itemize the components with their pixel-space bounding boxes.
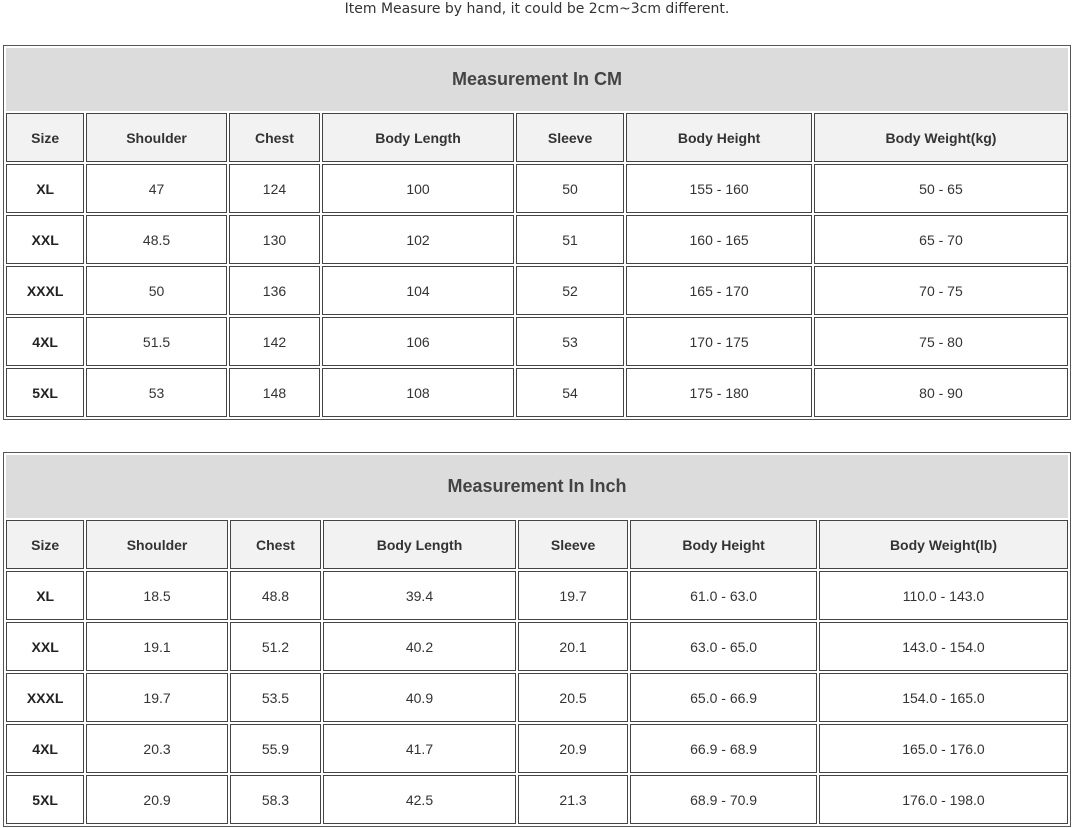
- sleeve-cell: 53: [516, 317, 624, 366]
- chest-cell: 58.3: [230, 775, 321, 824]
- size-cell: 4XL: [6, 724, 84, 773]
- size-cell: XXL: [6, 622, 84, 671]
- body-height-cell: 61.0 - 63.0: [630, 571, 817, 620]
- body-height-cell: 63.0 - 65.0: [630, 622, 817, 671]
- chest-cell: 51.2: [230, 622, 321, 671]
- table-row: [6, 317, 1068, 366]
- size-cell: XL: [6, 571, 84, 620]
- header-row: [6, 113, 1068, 162]
- shoulder-cell: 51.5: [86, 317, 227, 366]
- header-row: [6, 520, 1068, 569]
- body-weight-cell: 70 - 75: [814, 266, 1068, 315]
- header-body-length: Body Length: [323, 520, 516, 569]
- table-row: [6, 622, 1068, 671]
- shoulder-cell: 53: [86, 368, 227, 417]
- size-cell: XXXL: [6, 673, 84, 722]
- sleeve-cell: 20.5: [518, 673, 628, 722]
- table-row: [6, 724, 1068, 773]
- chest-cell: 142: [229, 317, 320, 366]
- body-height-cell: 160 - 165: [626, 215, 812, 264]
- header-sleeve: Sleeve: [518, 520, 628, 569]
- shoulder-cell: 20.9: [86, 775, 228, 824]
- body-weight-cell: 65 - 70: [814, 215, 1068, 264]
- body-weight-cell: 80 - 90: [814, 368, 1068, 417]
- table-row: [6, 215, 1068, 264]
- header-body-height: Body Height: [626, 113, 812, 162]
- header-size: Size: [6, 113, 84, 162]
- header-body-weight: Body Weight(lb): [819, 520, 1068, 569]
- body-weight-cell: 176.0 - 198.0: [819, 775, 1068, 824]
- table-row: [6, 673, 1068, 722]
- body-length-cell: 39.4: [323, 571, 516, 620]
- header-chest: Chest: [230, 520, 321, 569]
- table-title-row: [6, 455, 1068, 518]
- body-weight-cell: 165.0 - 176.0: [819, 724, 1068, 773]
- table-title-row: [6, 48, 1068, 111]
- shoulder-cell: 18.5: [86, 571, 228, 620]
- shoulder-cell: 48.5: [86, 215, 227, 264]
- chest-cell: 48.8: [230, 571, 321, 620]
- body-length-cell: 102: [322, 215, 514, 264]
- header-shoulder: Shoulder: [86, 113, 227, 162]
- shoulder-cell: 19.7: [86, 673, 228, 722]
- body-length-cell: 104: [322, 266, 514, 315]
- header-body-weight: Body Weight(kg): [814, 113, 1068, 162]
- body-weight-cell: 50 - 65: [814, 164, 1068, 213]
- sleeve-cell: 20.1: [518, 622, 628, 671]
- table-row: [6, 571, 1068, 620]
- table-row: [6, 164, 1068, 213]
- body-height-cell: 165 - 170: [626, 266, 812, 315]
- sleeve-cell: 54: [516, 368, 624, 417]
- body-length-cell: 106: [322, 317, 514, 366]
- body-length-cell: 108: [322, 368, 514, 417]
- sleeve-cell: 50: [516, 164, 624, 213]
- body-height-cell: 68.9 - 70.9: [630, 775, 817, 824]
- header-shoulder: Shoulder: [86, 520, 228, 569]
- table-title: Measurement In Inch: [6, 455, 1068, 518]
- chest-cell: 136: [229, 266, 320, 315]
- body-weight-cell: 154.0 - 165.0: [819, 673, 1068, 722]
- chest-cell: 148: [229, 368, 320, 417]
- size-cell: XL: [6, 164, 84, 213]
- measurement-note: Item Measure by hand, it could be 2cm~3cm different.: [344, 1, 730, 17]
- body-height-cell: 175 - 180: [626, 368, 812, 417]
- sleeve-cell: 19.7: [518, 571, 628, 620]
- size-chart-cm-table: [3, 45, 1071, 420]
- table-row: [6, 368, 1068, 417]
- shoulder-cell: 19.1: [86, 622, 228, 671]
- shoulder-cell: 50: [86, 266, 227, 315]
- size-cell: 5XL: [6, 368, 84, 417]
- sleeve-cell: 20.9: [518, 724, 628, 773]
- header-size: Size: [6, 520, 84, 569]
- header-body-length: Body Length: [322, 113, 514, 162]
- size-cell: 5XL: [6, 775, 84, 824]
- size-chart-inch-table: [3, 452, 1071, 827]
- table-row: [6, 775, 1068, 824]
- body-weight-cell: 75 - 80: [814, 317, 1068, 366]
- body-height-cell: 66.9 - 68.9: [630, 724, 817, 773]
- body-weight-cell: 110.0 - 143.0: [819, 571, 1068, 620]
- sleeve-cell: 52: [516, 266, 624, 315]
- sleeve-cell: 21.3: [518, 775, 628, 824]
- body-length-cell: 40.2: [323, 622, 516, 671]
- table-row: [6, 266, 1068, 315]
- body-length-cell: 40.9: [323, 673, 516, 722]
- header-body-height: Body Height: [630, 520, 817, 569]
- chest-cell: 53.5: [230, 673, 321, 722]
- sleeve-cell: 51: [516, 215, 624, 264]
- shoulder-cell: 47: [86, 164, 227, 213]
- body-height-cell: 65.0 - 66.9: [630, 673, 817, 722]
- shoulder-cell: 20.3: [86, 724, 228, 773]
- size-cell: XXL: [6, 215, 84, 264]
- body-length-cell: 41.7: [323, 724, 516, 773]
- size-cell: XXXL: [6, 266, 84, 315]
- body-length-cell: 42.5: [323, 775, 516, 824]
- chest-cell: 130: [229, 215, 320, 264]
- header-sleeve: Sleeve: [516, 113, 624, 162]
- table-title: Measurement In CM: [6, 48, 1068, 111]
- body-height-cell: 170 - 175: [626, 317, 812, 366]
- header-chest: Chest: [229, 113, 320, 162]
- chest-cell: 124: [229, 164, 320, 213]
- chest-cell: 55.9: [230, 724, 321, 773]
- body-length-cell: 100: [322, 164, 514, 213]
- body-weight-cell: 143.0 - 154.0: [819, 622, 1068, 671]
- size-cell: 4XL: [6, 317, 84, 366]
- body-height-cell: 155 - 160: [626, 164, 812, 213]
